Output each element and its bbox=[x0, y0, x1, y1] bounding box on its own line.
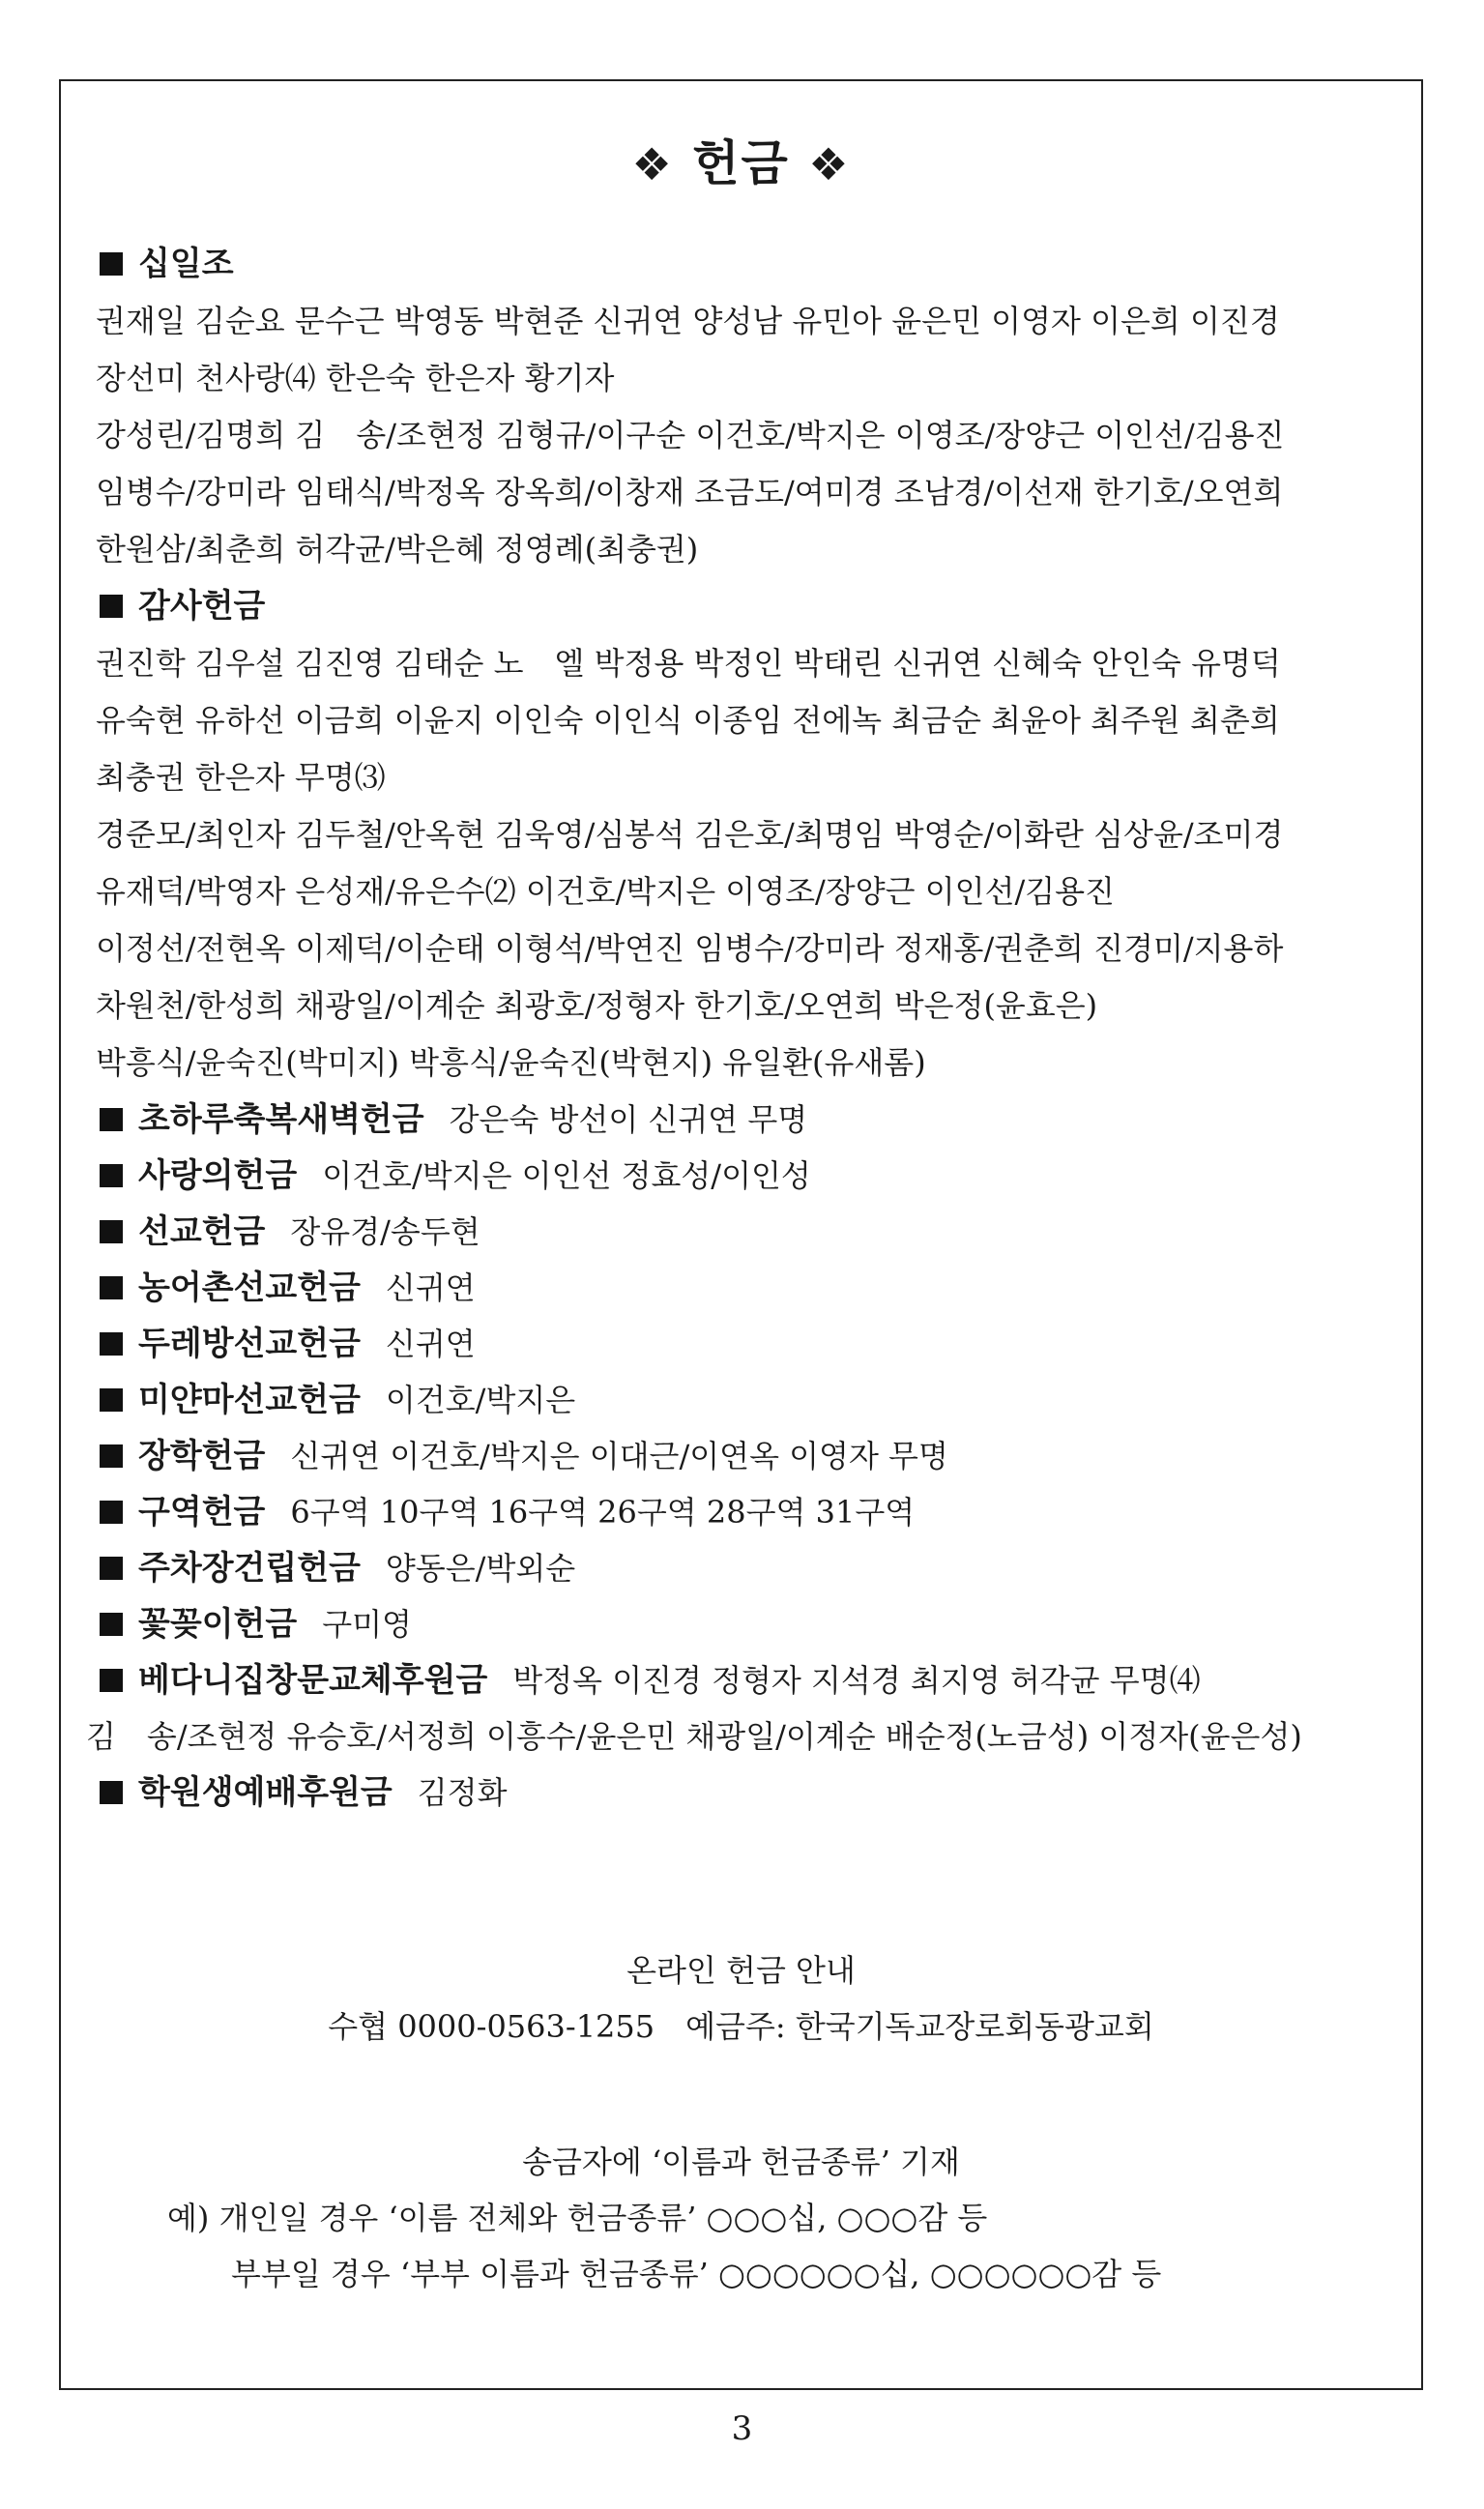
square-bullet-icon bbox=[100, 1388, 123, 1412]
offering-list bbox=[86, 236, 1411, 1821]
offering-frame bbox=[59, 79, 1423, 2390]
donor-names: 신귀연 이건호/박지은 이대근/이연옥 이영자 무명 bbox=[290, 1438, 948, 1474]
section-durebang-mission: 두레방선교헌금 신귀연 bbox=[96, 1316, 1411, 1372]
page-number: 3 bbox=[731, 2409, 753, 2448]
donor-line: 강성린/김명희 김 송/조현정 김형규/이구순 이건호/박지은 이영조/장양근 이인선/김용진 bbox=[96, 417, 1285, 453]
section-mission: 선교헌금 장유경/송두현 bbox=[96, 1204, 1411, 1260]
donor-line: 경준모/최인자 김두철/안옥현 김욱영/심봉석 김은호/최명임 박영순/이화란 심상윤/조미경 bbox=[96, 816, 1284, 853]
section-bethany-window: 베다니집창문교체후원금 박정옥 이진경 정형자 지석경 최지영 허각균 무명⑷ bbox=[96, 1652, 1411, 1708]
donor-line: 김 송/조현정 유승호/서정희 이흥수/윤은민 채광일/이계순 배순정(노금성) 이정자(윤은성) bbox=[86, 1718, 1302, 1755]
section-myanmar-mission: 미얀마선교헌금 이건호/박지은 bbox=[96, 1372, 1411, 1428]
diamond-ornament-right-icon: ❖ bbox=[808, 138, 851, 190]
guide-title: 온라인 헌금 안내 bbox=[626, 1952, 856, 1989]
donor-names: 6구역 10구역 16구역 26구역 28구역 31구역 bbox=[290, 1494, 916, 1531]
donor-line: 유재덕/박영자 은성재/유은수⑵ 이건호/박지은 이영조/장양근 이인선/김용진 bbox=[96, 873, 1115, 910]
square-bullet-icon bbox=[100, 1332, 123, 1356]
donor-names: 장유경/송두현 bbox=[290, 1213, 480, 1250]
donor-line: 장선미 천사랑⑷ 한은숙 한은자 황기자 bbox=[96, 360, 615, 396]
donor-names: 박정옥 이진경 정형자 지석경 최지영 허각균 무명⑷ bbox=[512, 1662, 1201, 1699]
square-bullet-icon bbox=[100, 1444, 123, 1468]
section-new-month-dawn: 초하루축복새벽헌금 강은숙 방선이 신귀연 무명 bbox=[96, 1092, 1411, 1148]
donor-line: 권진학 김우설 김진영 김태순 노 엘 박정용 박정인 박태린 신귀연 신혜숙 안인숙 유명덕 bbox=[96, 645, 1281, 682]
square-bullet-icon bbox=[100, 1220, 123, 1243]
page-title-text: 헌금 bbox=[692, 135, 790, 191]
section-academy-worship: 학원생예배후원금 김정화 bbox=[96, 1765, 1411, 1821]
donor-names: 강은숙 방선이 신귀연 무명 bbox=[449, 1101, 808, 1138]
donor-line: 유숙현 유하선 이금희 이윤지 이인숙 이인식 이종임 전에녹 최금순 최윤아 최주원 최춘희 bbox=[96, 702, 1280, 739]
square-bullet-icon bbox=[100, 252, 123, 276]
donor-line: 차원천/한성희 채광일/이계순 최광호/정형자 한기호/오연희 박은정(윤효은) bbox=[96, 987, 1098, 1024]
donor-line: 권재일 김순요 문수근 박영동 박현준 신귀연 양성남 유민아 윤은민 이영자 이은희 이진경 bbox=[96, 303, 1280, 339]
page-title bbox=[61, 125, 1421, 194]
square-bullet-icon bbox=[100, 1669, 123, 1692]
section-rural-mission: 농어촌선교헌금 신귀연 bbox=[96, 1260, 1411, 1316]
donor-names: 양동은/박외순 bbox=[385, 1550, 576, 1587]
section-district: 구역헌금 6구역 10구역 16구역 26구역 28구역 31구역 bbox=[96, 1484, 1411, 1540]
guide-account: 수협 0000-0563-1255 예금주: 한국기독교장로회동광교회 bbox=[328, 2008, 1154, 2045]
section-love: 사랑의헌금 이건호/박지은 이인선 정효성/이인성 bbox=[96, 1148, 1411, 1204]
donor-line: 한원삼/최춘희 허각균/박은혜 정영례(최충권) bbox=[96, 531, 699, 568]
diamond-ornament-left-icon: ❖ bbox=[631, 138, 674, 190]
square-bullet-icon bbox=[100, 1501, 123, 1524]
square-bullet-icon bbox=[100, 1557, 123, 1580]
donor-names: 이건호/박지은 이인선 정효성/이인성 bbox=[322, 1157, 811, 1194]
online-offering-guide bbox=[61, 1942, 1421, 2302]
section-scholarship: 장학헌금 신귀연 이건호/박지은 이대근/이연옥 이영자 무명 bbox=[96, 1428, 1411, 1484]
square-bullet-icon bbox=[100, 595, 123, 618]
square-bullet-icon bbox=[100, 1613, 123, 1636]
square-bullet-icon bbox=[100, 1164, 123, 1187]
section-heading-tithe: 십일조 bbox=[96, 236, 1411, 293]
donor-line: 이정선/전현옥 이제덕/이순태 이형석/박연진 임병수/강미라 정재홍/권춘희 진경미/지용하 bbox=[96, 930, 1284, 967]
section-flower: 꽃꽂이헌금 구미영 bbox=[96, 1596, 1411, 1652]
donor-names: 김정화 bbox=[417, 1774, 508, 1811]
donor-line: 박흥식/윤숙진(박미지) 박흥식/윤숙진(박현지) 유일환(유새롬) bbox=[96, 1044, 926, 1081]
donor-names: 신귀연 bbox=[385, 1269, 476, 1306]
donor-names: 신귀연 bbox=[385, 1326, 476, 1362]
square-bullet-icon bbox=[100, 1108, 123, 1131]
guide-instruction: 송금자에 ‘이름과 헌금종류’ 기재 bbox=[522, 2144, 960, 2180]
guide-example-couple: 부부일 경우 ‘부부 이름과 헌금종류’ ○○○○○○십, ○○○○○○감 등 bbox=[231, 2256, 1162, 2292]
donor-line: 임병수/강미라 임태식/박정옥 장옥희/이창재 조금도/여미경 조남경/이선재 한기호/오연희 bbox=[96, 474, 1284, 511]
square-bullet-icon bbox=[100, 1276, 123, 1299]
guide-example-individual: 예) 개인일 경우 ‘이름 전체와 헌금종류’ ○○○십, ○○○감 등 bbox=[167, 2200, 988, 2236]
donor-names: 구미영 bbox=[322, 1606, 412, 1643]
donor-names: 이건호/박지은 bbox=[385, 1382, 576, 1418]
section-heading-thanks: 감사헌금 bbox=[96, 578, 1411, 635]
square-bullet-icon bbox=[100, 1781, 123, 1804]
section-parking: 주차장건립헌금 양동은/박외순 bbox=[96, 1540, 1411, 1596]
donor-line: 최충권 한은자 무명⑶ bbox=[96, 759, 386, 796]
